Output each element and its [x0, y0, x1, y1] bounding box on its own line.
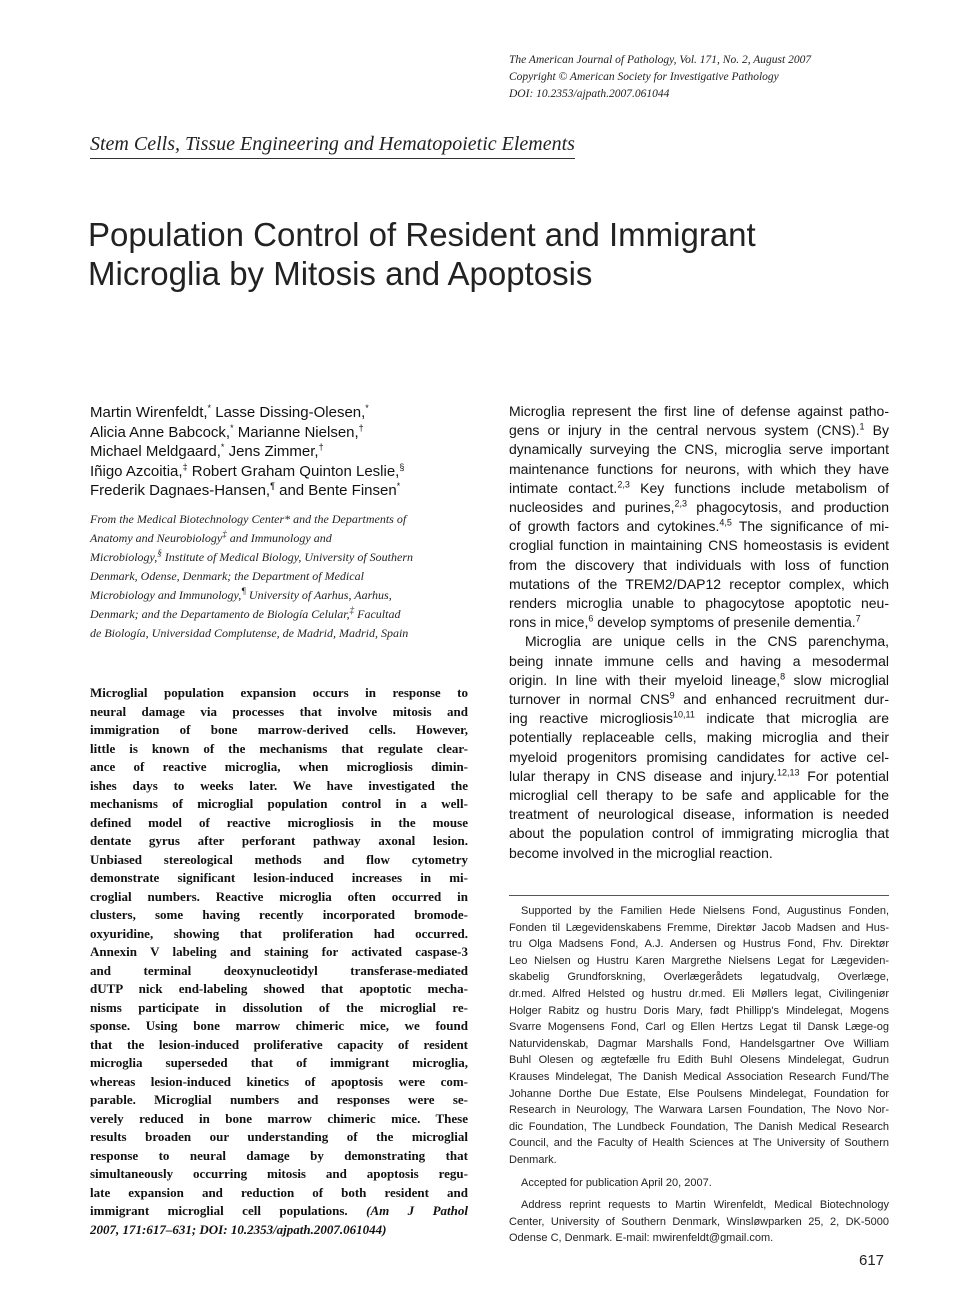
- abstract-line: [90, 684, 468, 703]
- text-segment: Leo Nielsen og Hustru Karen Margrethe Nielsens Legat for Lægeviden-: [509, 954, 889, 967]
- authors-line: [90, 462, 470, 482]
- text-segment: Denmark.: [509, 1153, 557, 1166]
- text-segment: treatment of neurological disease, information is needed: [509, 806, 889, 823]
- abstract-line: [90, 758, 468, 777]
- footnote-marker: 10,11: [672, 709, 695, 720]
- body-line: [509, 671, 889, 690]
- text-segment: and enhanced recruitment dur-: [674, 691, 889, 708]
- text-segment: neural damage via processes that involve mitosis and: [90, 703, 468, 719]
- footnote-marker: ‡: [182, 461, 188, 472]
- body-line: [509, 728, 889, 747]
- support-line: [509, 920, 889, 937]
- abstract-line: [90, 1221, 468, 1240]
- journal-doi: DOI: 10.2353/ajpath.2007.061044: [509, 88, 670, 100]
- text-segment: Microglial population expansion occurs in response to: [90, 685, 468, 700]
- footnote-marker: 4,5: [719, 517, 732, 528]
- text-segment: intimate contact.: [509, 479, 618, 496]
- abstract-line: [90, 1165, 468, 1184]
- affiliations-line: [90, 567, 468, 586]
- abstract-line: [90, 1110, 468, 1129]
- text-segment: indicate that microglia are: [694, 710, 889, 727]
- section-heading: Stem Cells, Tissue Engineering and Hematopoietic Elements: [90, 131, 575, 159]
- footnote-marker: *: [396, 481, 401, 491]
- text-segment: Buhl Olesen og ægtefælle fru Edith Buhl Olesens Mindelegat, Gudrun: [509, 1054, 889, 1067]
- footnote-marker: §: [157, 548, 162, 558]
- footnote-marker: ‡: [222, 529, 227, 539]
- text-segment: from the discovery that individuals with loss of function: [509, 556, 889, 573]
- text-segment: Center, University of Southern Denmark, Winsløwparken 25, 2, DK-5000: [509, 1215, 889, 1228]
- text-segment: lular therapy in CNS disease and injury.: [509, 767, 778, 784]
- affiliations-line: [90, 510, 468, 529]
- text-segment: dr.med. Alfred Helsted og hustru dr.med. Eli Møllers legat, Civilingeniør: [509, 987, 889, 1000]
- support-line: [509, 1135, 889, 1152]
- footnote-divider: [509, 895, 889, 896]
- abstract-line: [90, 1128, 468, 1147]
- support-line: [509, 1036, 889, 1053]
- body-line: [509, 652, 889, 671]
- text-segment: slow microglial: [785, 671, 889, 688]
- text-segment: Svarre Mogensens Fond, Carl og Ellen Hertzs Legat til Dansk Læge-og: [509, 1021, 889, 1034]
- abstract-line: [90, 869, 468, 888]
- text-segment: immigrant microglial cell populations.: [90, 1203, 367, 1218]
- text-segment: phagocytosis, and production: [687, 499, 889, 516]
- text-segment: Jens Zimmer,: [224, 443, 319, 460]
- text-segment: gens or injury in the central nervous system (CNS).: [509, 422, 860, 439]
- text-segment: Robert Graham Quinton Leslie,: [187, 462, 400, 480]
- funding-note: [509, 903, 889, 1169]
- text-segment: dic Foundation, The Lundbeck Foundation, The Danish Medical Research: [509, 1120, 889, 1133]
- text-segment: oxyuridine, showing that proliferation had occurred.: [90, 925, 468, 941]
- text-segment: Michael Meldgaard,: [90, 443, 221, 460]
- abstract-line: [90, 1202, 468, 1221]
- body-line: [509, 402, 889, 421]
- authors-line: [90, 403, 470, 423]
- text-segment: Unbiased stereological methods and flow cytometry: [90, 851, 468, 867]
- abstract-line: [90, 888, 468, 907]
- body-line: [509, 613, 889, 632]
- text-segment: dynamically surveying the CNS, microglia serve important: [509, 441, 889, 458]
- abstract-line: [90, 832, 468, 851]
- abstract-line: [90, 740, 468, 759]
- text-segment: and Immunology and: [226, 531, 332, 545]
- text-segment: Johanne Dorthe Due Estate, Else Poulsens Mindelegat, Foundation for: [509, 1087, 889, 1100]
- body-line: [509, 498, 889, 517]
- body-line: [509, 536, 889, 555]
- body-line: [509, 479, 889, 498]
- text-segment: of growth factors and cytokines.: [509, 518, 720, 535]
- text-segment: skabelig Grundforskning, Overlægerådets legatudvalg, Overlæge,: [509, 971, 889, 984]
- abstract-line: [90, 703, 468, 722]
- authors-line: [90, 423, 470, 443]
- footnote-marker: §: [399, 461, 405, 472]
- affiliations-line: [90, 529, 468, 548]
- body-line: [509, 421, 889, 440]
- footnote-marker: 6: [588, 613, 594, 624]
- text-segment: croglial function in maintaining CNS homeostasis is evident: [509, 537, 889, 554]
- text-segment: Address reprint requests to Martin Wirenfeldt, Medical Biotechnology: [521, 1199, 889, 1212]
- support-line: [509, 1086, 889, 1103]
- footnote-marker: ¶: [270, 481, 275, 491]
- page-number: 617: [859, 1252, 885, 1269]
- text-segment: late expansion and reduction of both resident and: [90, 1184, 468, 1200]
- text-segment: tru Olga Madsens Fond, A.J. Andersen og Hustrus Fond, Fhv. Direktør: [509, 938, 889, 951]
- support-line: [509, 969, 889, 986]
- text-segment: Microbiology and Immunology,: [90, 588, 242, 602]
- support-line: [509, 1119, 889, 1136]
- support-line: [509, 936, 889, 953]
- text-segment: whereas lesion-induced kinetics of apoptosis were com-: [90, 1073, 468, 1089]
- text-segment: simultaneously occurring mitosis and apoptosis regu-: [90, 1166, 468, 1181]
- text-segment: microglia superseded that of immigrant microglia,: [90, 1055, 468, 1070]
- text-segment: and terminal deoxynucleotidyl transferase-mediated: [90, 962, 468, 978]
- text-segment: University of Aarhus, Aarhus,: [245, 588, 392, 602]
- text-segment: demonstrate significant lesion-induced increases in mi-: [90, 870, 468, 885]
- text-segment: microglial cell therapy to be safe and applicable for the: [509, 787, 889, 804]
- abstract-line: [90, 795, 468, 814]
- affiliations-line: [90, 586, 468, 605]
- abstract-line: [90, 980, 468, 999]
- body-line: [509, 690, 889, 709]
- accepted-note: Accepted for publication April 20, 2007.: [521, 1176, 712, 1189]
- footnote-marker: 2,3: [674, 498, 688, 509]
- journal-citation: The American Journal of Pathology, Vol. 171, No. 2, August 2007: [509, 54, 812, 66]
- authors-line: [90, 481, 470, 501]
- abstract-line: [90, 1147, 468, 1166]
- footnotes: [509, 903, 889, 1247]
- body-line: [509, 460, 889, 479]
- article-title-line: Microglia by Mitosis and Apoptosis: [88, 255, 593, 292]
- footnote-marker: *: [365, 403, 369, 413]
- text-segment: mechanisms of microglial population control in a well-: [90, 796, 468, 811]
- body-line: [509, 709, 889, 728]
- body-line: [509, 805, 889, 824]
- reprint-line: [509, 1197, 889, 1214]
- abstract-line: [90, 1091, 468, 1110]
- affiliations: [90, 510, 468, 643]
- body-line: [509, 594, 889, 613]
- article-title: [88, 215, 888, 293]
- body-line: [509, 575, 889, 594]
- text-segment: verely reduced in bone marrow chimeric mice. These: [90, 1110, 468, 1126]
- text-segment: Microbiology,: [90, 550, 158, 564]
- text-segment: Denmark, Odense, Denmark; the Department of Medical: [90, 569, 364, 583]
- abstract-line: [90, 851, 468, 870]
- reprint-line: [509, 1230, 889, 1247]
- support-line: [509, 1003, 889, 1020]
- text-segment: little is known of the mechanisms that regulate clear-: [90, 740, 468, 756]
- text-segment: Anatomy and Neurobiology: [90, 531, 223, 545]
- text-segment: rons in mice,: [509, 614, 589, 631]
- footnote-marker: 12,13: [777, 767, 800, 778]
- body-line: [509, 824, 889, 843]
- text-segment: nucleosides and purines,: [509, 499, 675, 516]
- text-segment: clusters, some having recently incorporated bromode-: [90, 907, 468, 922]
- text-segment: The significance of mi-: [731, 518, 889, 535]
- text-segment: Marianne Nielsen,: [233, 423, 359, 441]
- footnote-marker: ‡: [349, 605, 355, 615]
- affiliations-line: [90, 605, 468, 624]
- text-segment: Supported by the Familien Hede Nielsens Fond, Augustinus Fonden,: [521, 905, 889, 917]
- text-segment: develop symptoms of presenile dementia.: [593, 614, 856, 631]
- article-title-line: Population Control of Resident and Immigrant: [88, 216, 756, 253]
- abstract-line: [90, 1036, 468, 1055]
- text-segment: Denmark; and the Departamento de Biología Celular,: [90, 607, 350, 621]
- text-segment: that the lesion-induced proliferative capacity of resident: [90, 1036, 468, 1052]
- support-line: [509, 953, 889, 970]
- text-segment: Research in Neurology, The Warwara Larsen Foundation, The Novo Nor-: [509, 1104, 889, 1117]
- abstract-line: [90, 777, 468, 796]
- body-line: [509, 786, 889, 805]
- text-segment: parable. Microglial numbers and responses were se-: [90, 1092, 468, 1107]
- body-line: [509, 748, 889, 767]
- text-segment: Naturvidenskab, Dagmar Marshalls Fond, Handelsgartner Ove William: [509, 1037, 889, 1050]
- affiliations-line: [90, 624, 468, 643]
- text-segment: dUTP nick end-labeling showed that apoptotic mecha-: [90, 981, 468, 996]
- text-segment: nisms participate in dissolution of the microglial re-: [90, 999, 468, 1015]
- text-segment: Krauses Mindelegat, The Danish Medical Association Research Fund/The: [509, 1070, 889, 1083]
- footnote-marker: 1: [859, 421, 865, 432]
- text-segment: Iñigo Azcoitia,: [90, 462, 183, 480]
- footnote-marker: 8: [780, 671, 786, 682]
- footnote-marker: †: [358, 422, 364, 433]
- text-segment: Council, and the Faculty of Health Sciences at The University of Southern: [509, 1137, 889, 1150]
- text-segment: and Bente Finsen: [274, 482, 397, 499]
- abstract: [90, 684, 468, 1239]
- text-segment: Alicia Anne Babcock,: [90, 423, 231, 441]
- text-segment: ance of reactive microglia, when microgliosis dimin-: [90, 759, 468, 774]
- text-segment: Fonden til Lægevidenskabens Fremme, Direktør Jacob Madsen and Hus-: [509, 921, 889, 934]
- text-segment: For potential: [799, 767, 889, 784]
- text-segment: turnover in normal CNS: [509, 691, 670, 708]
- text-segment: mutations of the TREM2/DAP12 receptor complex, which: [509, 575, 889, 592]
- body-line: [509, 767, 889, 786]
- support-line: [509, 1069, 889, 1086]
- text-segment: about the population control of immigrating microglia that: [509, 825, 889, 842]
- support-line: [509, 903, 889, 920]
- abstract-line: [90, 721, 468, 740]
- text-segment: defined model of reactive microgliosis in the mouse: [90, 814, 468, 830]
- support-line: [509, 986, 889, 1003]
- footnote-marker: *: [230, 422, 234, 433]
- abstract-line: [90, 906, 468, 925]
- text-segment: croglial numbers. Reactive microglia often occurred in: [90, 888, 468, 904]
- text-segment: potentially replaceable cells, making microglia and their: [509, 729, 889, 746]
- text-segment: ishes days to weeks later. We have investigated the: [90, 777, 468, 793]
- text-segment: response to neural damage by demonstrating that: [90, 1147, 468, 1163]
- footnote-marker: *: [220, 442, 225, 452]
- body-line: [509, 844, 889, 863]
- text-segment: renders microglia unable to phagocytose apoptotic neu-: [509, 595, 889, 612]
- body-line: [509, 440, 889, 459]
- journal-info: [509, 52, 929, 103]
- text-segment: By: [864, 422, 889, 439]
- body-line: [509, 556, 889, 575]
- text-segment: results broaden our understanding of the microglial: [90, 1129, 468, 1144]
- text-segment: de Biología, Universidad Complutense, de Madrid, Madrid, Spain: [90, 626, 409, 640]
- text-segment: Key functions include metabolism of: [629, 479, 889, 496]
- text-segment: Annexin V labeling and staining for activated caspase-3: [90, 944, 468, 959]
- text-segment: Institute of Medical Biology, University of Southern: [161, 550, 414, 564]
- text-segment: dentate gyrus after perforant pathway axonal lesion.: [90, 833, 468, 848]
- abstract-line: [90, 1073, 468, 1092]
- text-segment: Odense C, Denmark. E-mail: mwirenfeldt@gmail.com.: [509, 1232, 774, 1245]
- abstract-line: [90, 814, 468, 833]
- abstract-line: [90, 999, 468, 1018]
- abstract-line: [90, 1054, 468, 1073]
- footnote-marker: 9: [669, 690, 675, 701]
- support-line: [509, 1052, 889, 1069]
- text-segment: maintenance functions for neurons, with which they have: [509, 460, 889, 477]
- text-segment: Holger Rabitz og hustru Doris Mary, født Phillipp's Mindelegat, Mogens: [509, 1004, 889, 1017]
- text-segment: Microglia are unique cells in the CNS parenchyma,: [525, 633, 889, 650]
- text-segment: origin. In line with their myeloid lineage,: [509, 671, 781, 688]
- body-line: [509, 632, 889, 651]
- abstract-line: [90, 1017, 468, 1036]
- text-segment: immigration of bone marrow-derived cells. However,: [90, 722, 468, 737]
- text-segment: being innate immune cells and having a mesodermal: [509, 652, 889, 669]
- text-segment: Microglia represent the first line of defense against patho-: [509, 403, 889, 419]
- abstract-line: [90, 1184, 468, 1203]
- text-segment: Frederik Dagnaes-Hansen,: [90, 482, 271, 499]
- affiliations-line: [90, 548, 468, 567]
- text-segment: sponse. Using bone marrow chimeric mice, we found: [90, 1018, 468, 1033]
- footnote-marker: †: [318, 442, 324, 452]
- footnote-marker: *: [207, 403, 212, 413]
- abstract-line: [90, 925, 468, 944]
- footnote-marker: ¶: [241, 586, 246, 596]
- support-line: [509, 1019, 889, 1036]
- abstract-line: [90, 943, 468, 962]
- text-segment: Facultad: [354, 607, 401, 621]
- introduction-text: [509, 402, 889, 863]
- text-segment: become involved in the microglial reaction.: [509, 844, 773, 861]
- reprint-note: [509, 1197, 889, 1247]
- journal-copyright: Copyright © American Society for Investigative Pathology: [509, 71, 779, 83]
- text-segment: Martin Wirenfeldt,: [90, 404, 208, 421]
- text-segment: ing reactive microgliosis: [509, 710, 673, 727]
- footnote-marker: 2,3: [617, 479, 630, 490]
- body-line: [509, 517, 889, 536]
- text-segment: From the Medical Biotechnology Center* and the Departments of: [90, 512, 407, 526]
- citation-text: (Am J Pathol: [366, 1203, 468, 1218]
- text-segment: myeloid progenitors promising candidates for active cel-: [509, 748, 889, 765]
- authors-line: [90, 442, 470, 462]
- support-line: [509, 1102, 889, 1119]
- support-line: [509, 1152, 889, 1169]
- citation-text: 2007, 171:617–631; DOI: 10.2353/ajpath.2007.061044): [90, 1221, 387, 1237]
- author-list: [90, 403, 470, 501]
- footnote-marker: 7: [855, 613, 861, 624]
- text-segment: Lasse Dissing-Olesen,: [211, 404, 366, 421]
- abstract-line: [90, 962, 468, 981]
- reprint-line: [509, 1214, 889, 1231]
